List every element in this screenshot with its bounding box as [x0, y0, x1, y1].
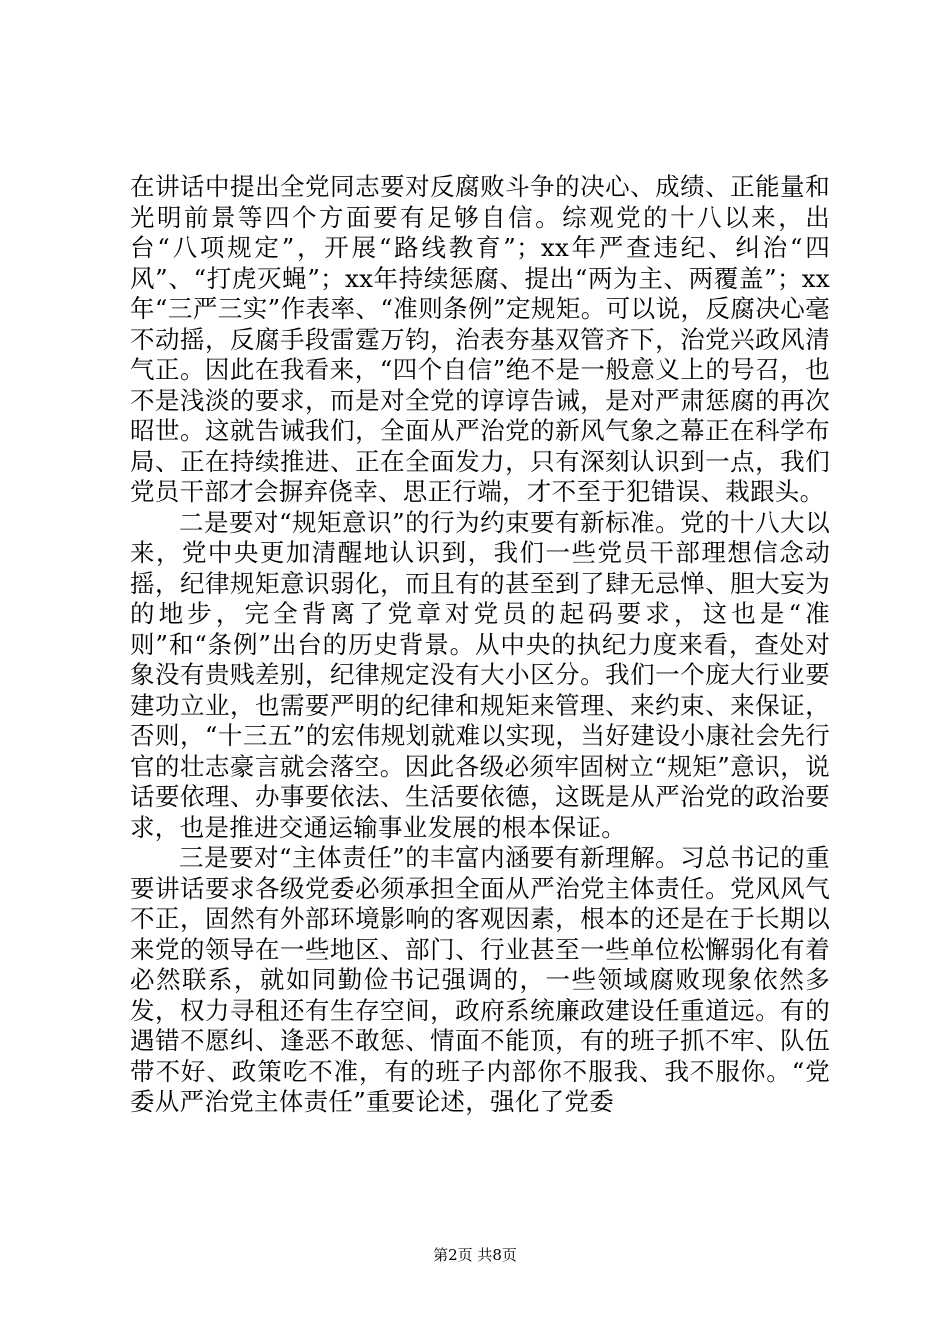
paragraph-1: 在讲话中提出全党同志要对反腐败斗争的决心、成绩、正能量和光明前景等四个方面要有足够自信。综观党的十八以来，出台“八项规定”，开展“路线教育”；xx年严查违纪、纠治“四风”、“打虎灭蝇”；xx年持续惩腐、提出“两为主、两覆盖”；xx年“三严三实”作表率、“准则条例”定规矩。可以说，反腐决心毫不动摇，反腐手段雷霆万钧，治表夯基双管齐下，治党兴政风清气正。因此在我看来，“四个自信”绝不是一般意义上的号召，也不是浅淡的要求，而是对全党的谆谆告诫，是对严肃惩腐的再次昭世。这就告诫我们，全面从严治党的新风气象之幕正在科学布局、正在持续推进、正在全面发力，只有深刻认识到一点，我们党员干部才会摒弃侥幸、思正行端，才不至于犯错误、栽跟头。 [130, 172, 830, 506]
body-text [130, 172, 830, 1118]
paragraph-2: 二是要对“规矩意识”的行为约束要有新标准。党的十八大以来，党中央更加清醒地认识到，我们一些党员干部理想信念动摇，纪律规矩意识弱化，而且有的甚至到了肆无忌惮、胆大妄为的地步，完全背离了党章对党员的起码要求，这也是“准则”和“条例”出台的历史背景。从中央的执纪力度来看，查处对象没有贵贱差别，纪律规定没有大小区分。我们一个庞大行业要建功立业，也需要严明的纪律和规矩来管理、来约束、来保证，否则，“十三五”的宏伟规划就难以实现，当好建设小康社会先行官的壮志豪言就会落空。因此各级必须牢固树立“规矩”意识，说话要依理、办事要依法、生活要依德，这既是从严治党的政治要求，也是推进交通运输事业发展的根本保证。 [130, 507, 830, 842]
paragraph-3: 三是要对“主体责任”的丰富内涵要有新理解。习总书记的重要讲话要求各级党委必须承担全面从严治党主体责任。党风风气不正，固然有外部环境影响的客观因素，根本的还是在于长期以来党的领导在一些地区、部门、行业甚至一些单位松懈弱化有着必然联系，就如同勤俭书记强调的，一些领域腐败现象依然多发，权力寻租还有生存空间，政府系统廉政建设任重道远。有的遇错不愿纠、逢恶不敢惩、情面不能顶，有的班子抓不牢、队伍带不好、政策吃不准，有的班子内部你不服我、我不服你。“党委从严治党主体责任”重要论述，强化了党委 [130, 843, 831, 1116]
page-number-footer: 第2页 共8页 [433, 1246, 517, 1264]
